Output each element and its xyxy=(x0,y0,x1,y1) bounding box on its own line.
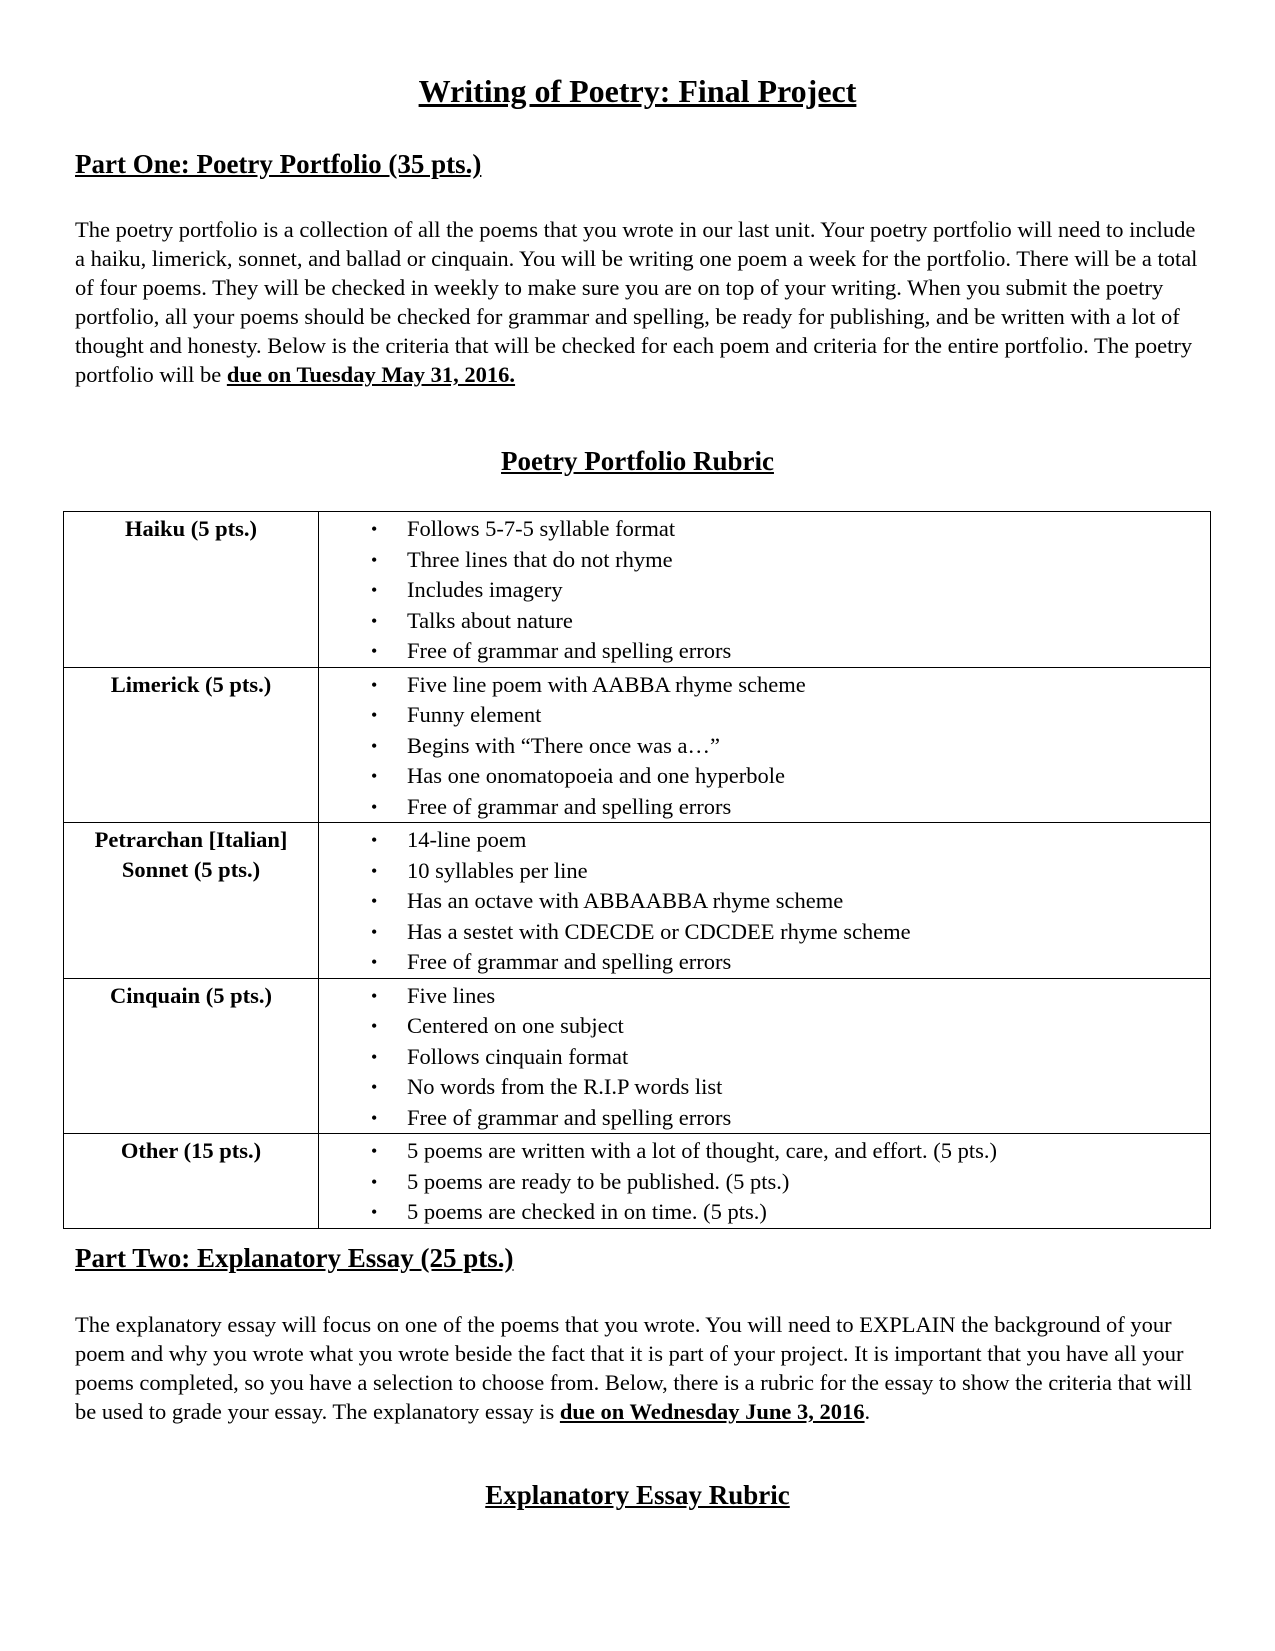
bullet-icon: • xyxy=(371,952,378,972)
part-two-due-date: due on Wednesday June 3, 2016 xyxy=(559,1399,865,1424)
bullet-icon: • xyxy=(371,766,378,786)
bullet-icon: • xyxy=(371,735,378,756)
bullet-icon: • xyxy=(371,830,378,850)
part-two-text: The explanatory essay will focus on one of the poems that you wrote. You will need to EXPLAIN the background of your poem and why you wrote what you wrote beside the fact that it is part of your project. It is important that you have all your poems completed, so you have a selection to choose from. Below, there is a rubric for the essay to show the criteria that will be used to grade your essay. The explanatory essay is xyxy=(75,1312,1192,1424)
portfolio-rubric-title: Poetry Portfolio Rubric xyxy=(501,446,774,476)
criteria-list xyxy=(319,1134,1210,1228)
rubric-category: Petrarchan [Italian] Sonnet (5 pts.) xyxy=(64,823,319,979)
criteria-item xyxy=(319,792,1210,823)
criteria-text: 14-line poem xyxy=(407,827,527,852)
criteria-text: Follows 5-7-5 syllable format xyxy=(407,516,676,541)
criteria-text: Begins with “There once was a…” xyxy=(407,732,721,758)
rubric-row xyxy=(64,978,1211,1134)
criteria-item xyxy=(319,1167,1210,1198)
bullet-icon: • xyxy=(371,674,378,695)
criteria-item xyxy=(319,670,1210,701)
criteria-item xyxy=(319,1042,1210,1073)
bullet-icon: • xyxy=(371,610,378,631)
criteria-item xyxy=(319,947,1210,978)
criteria-text: Funny element xyxy=(407,702,542,727)
rubric-criteria-cell xyxy=(319,1134,1211,1229)
criteria-text: Free of grammar and spelling errors xyxy=(407,793,732,819)
bullet-icon: • xyxy=(371,1077,378,1097)
criteria-text: Three lines that do not rhyme xyxy=(407,546,673,572)
criteria-item xyxy=(319,917,1210,948)
rubric-row xyxy=(64,1134,1211,1229)
criteria-text: Centered on one subject xyxy=(407,1013,624,1038)
rubric-row xyxy=(64,512,1211,668)
bullet-icon: • xyxy=(371,549,378,570)
rubric-row xyxy=(64,667,1211,823)
bullet-icon: • xyxy=(371,1141,378,1161)
rubric-category: Haiku (5 pts.) xyxy=(64,512,319,668)
criteria-text: Free of grammar and spelling errors xyxy=(407,638,732,663)
criteria-item xyxy=(319,575,1210,606)
criteria-text: Includes imagery xyxy=(407,577,563,602)
bullet-icon: • xyxy=(371,519,378,539)
criteria-list xyxy=(319,668,1210,823)
bullet-icon: • xyxy=(371,1202,378,1222)
criteria-text: Has one onomatopoeia and one hyperbole xyxy=(407,763,786,788)
criteria-item xyxy=(319,1103,1210,1134)
criteria-item xyxy=(319,545,1210,576)
criteria-text: Five line poem with AABBA rhyme scheme xyxy=(407,671,806,697)
bullet-icon: • xyxy=(371,921,378,942)
criteria-item xyxy=(319,886,1210,917)
criteria-item xyxy=(319,825,1210,856)
criteria-text: Free of grammar and spelling errors xyxy=(407,949,732,974)
essay-rubric-title: Explanatory Essay Rubric xyxy=(485,1480,790,1510)
rubric-criteria-cell xyxy=(319,512,1211,668)
rubric-criteria-cell xyxy=(319,667,1211,823)
bullet-icon: • xyxy=(371,641,378,661)
criteria-text: Five lines xyxy=(407,982,496,1008)
criteria-list xyxy=(319,823,1210,978)
part-two-paragraph xyxy=(75,1310,1205,1426)
bullet-icon: • xyxy=(371,985,378,1006)
part-two-after-due: . xyxy=(864,1399,871,1424)
criteria-item xyxy=(319,1197,1210,1228)
criteria-item xyxy=(319,761,1210,792)
bullet-icon: • xyxy=(371,1016,378,1036)
rubric-category: Cinquain (5 pts.) xyxy=(64,978,319,1134)
criteria-text: Talks about nature xyxy=(407,607,573,633)
bullet-icon: • xyxy=(371,796,378,817)
part-one-heading: Part One: Poetry Portfolio (35 pts.) xyxy=(75,149,482,179)
criteria-list xyxy=(319,979,1210,1134)
criteria-text: 5 poems are ready to be published. (5 pts.) xyxy=(407,1168,790,1194)
bullet-icon: • xyxy=(371,1046,378,1067)
criteria-item xyxy=(319,981,1210,1012)
part-two-heading: Part Two: Explanatory Essay (25 pts.) xyxy=(75,1243,514,1273)
criteria-item xyxy=(319,514,1210,545)
part-one-due-date: due on Tuesday May 31, 2016. xyxy=(226,362,516,387)
part-one-text: The poetry portfolio is a collection of all the poems that you wrote in our last unit. Your poetry portfolio will need to include a haiku, limerick, sonnet, and ballad or cinquain. You will be writing one poem a week for the portfolio. There will be a total of four poems. They will be checked in weekly to make sure you are on top of your writing. When you submit the poetry portfolio, all your poems should be checked for grammar and spelling, be ready for publishing, and be written with a lot of thought and honesty. Below is the criteria that will be checked for each poem and criteria for the entire portfolio. The poetry portfolio will be xyxy=(75,217,1198,387)
criteria-item xyxy=(319,1011,1210,1042)
bullet-icon: • xyxy=(371,891,378,911)
rubric-criteria-cell xyxy=(319,823,1211,979)
page-title: Writing of Poetry: Final Project xyxy=(418,73,857,109)
bullet-icon: • xyxy=(371,1171,378,1192)
bullet-icon: • xyxy=(371,580,378,600)
criteria-item xyxy=(319,1136,1210,1167)
criteria-list xyxy=(319,512,1210,667)
criteria-item xyxy=(319,636,1210,667)
rubric-category: Other (15 pts.) xyxy=(64,1134,319,1229)
part-one-paragraph xyxy=(75,215,1205,389)
criteria-item xyxy=(319,606,1210,637)
criteria-text: 5 poems are checked in on time. (5 pts.) xyxy=(407,1199,767,1224)
bullet-icon: • xyxy=(371,705,378,725)
bullet-icon: • xyxy=(371,860,378,881)
criteria-text: Free of grammar and spelling errors xyxy=(407,1104,732,1130)
criteria-item xyxy=(319,700,1210,731)
rubric-category: Limerick (5 pts.) xyxy=(64,667,319,823)
criteria-item xyxy=(319,1072,1210,1103)
bullet-icon: • xyxy=(371,1107,378,1128)
criteria-text: 5 poems are written with a lot of thought, care, and effort. (5 pts.) xyxy=(407,1138,998,1163)
criteria-text: 10 syllables per line xyxy=(407,857,588,883)
rubric-criteria-cell xyxy=(319,978,1211,1134)
criteria-text: Follows cinquain format xyxy=(407,1043,629,1069)
criteria-text: Has an octave with ABBAABBA rhyme scheme xyxy=(407,888,844,913)
portfolio-rubric-table xyxy=(63,511,1211,1229)
criteria-item xyxy=(319,731,1210,762)
criteria-text: Has a sestet with CDECDE or CDCDEE rhyme scheme xyxy=(407,918,911,944)
criteria-item xyxy=(319,856,1210,887)
rubric-row xyxy=(64,823,1211,979)
rubric-body xyxy=(64,512,1211,1229)
criteria-text: No words from the R.I.P words list xyxy=(407,1074,723,1099)
